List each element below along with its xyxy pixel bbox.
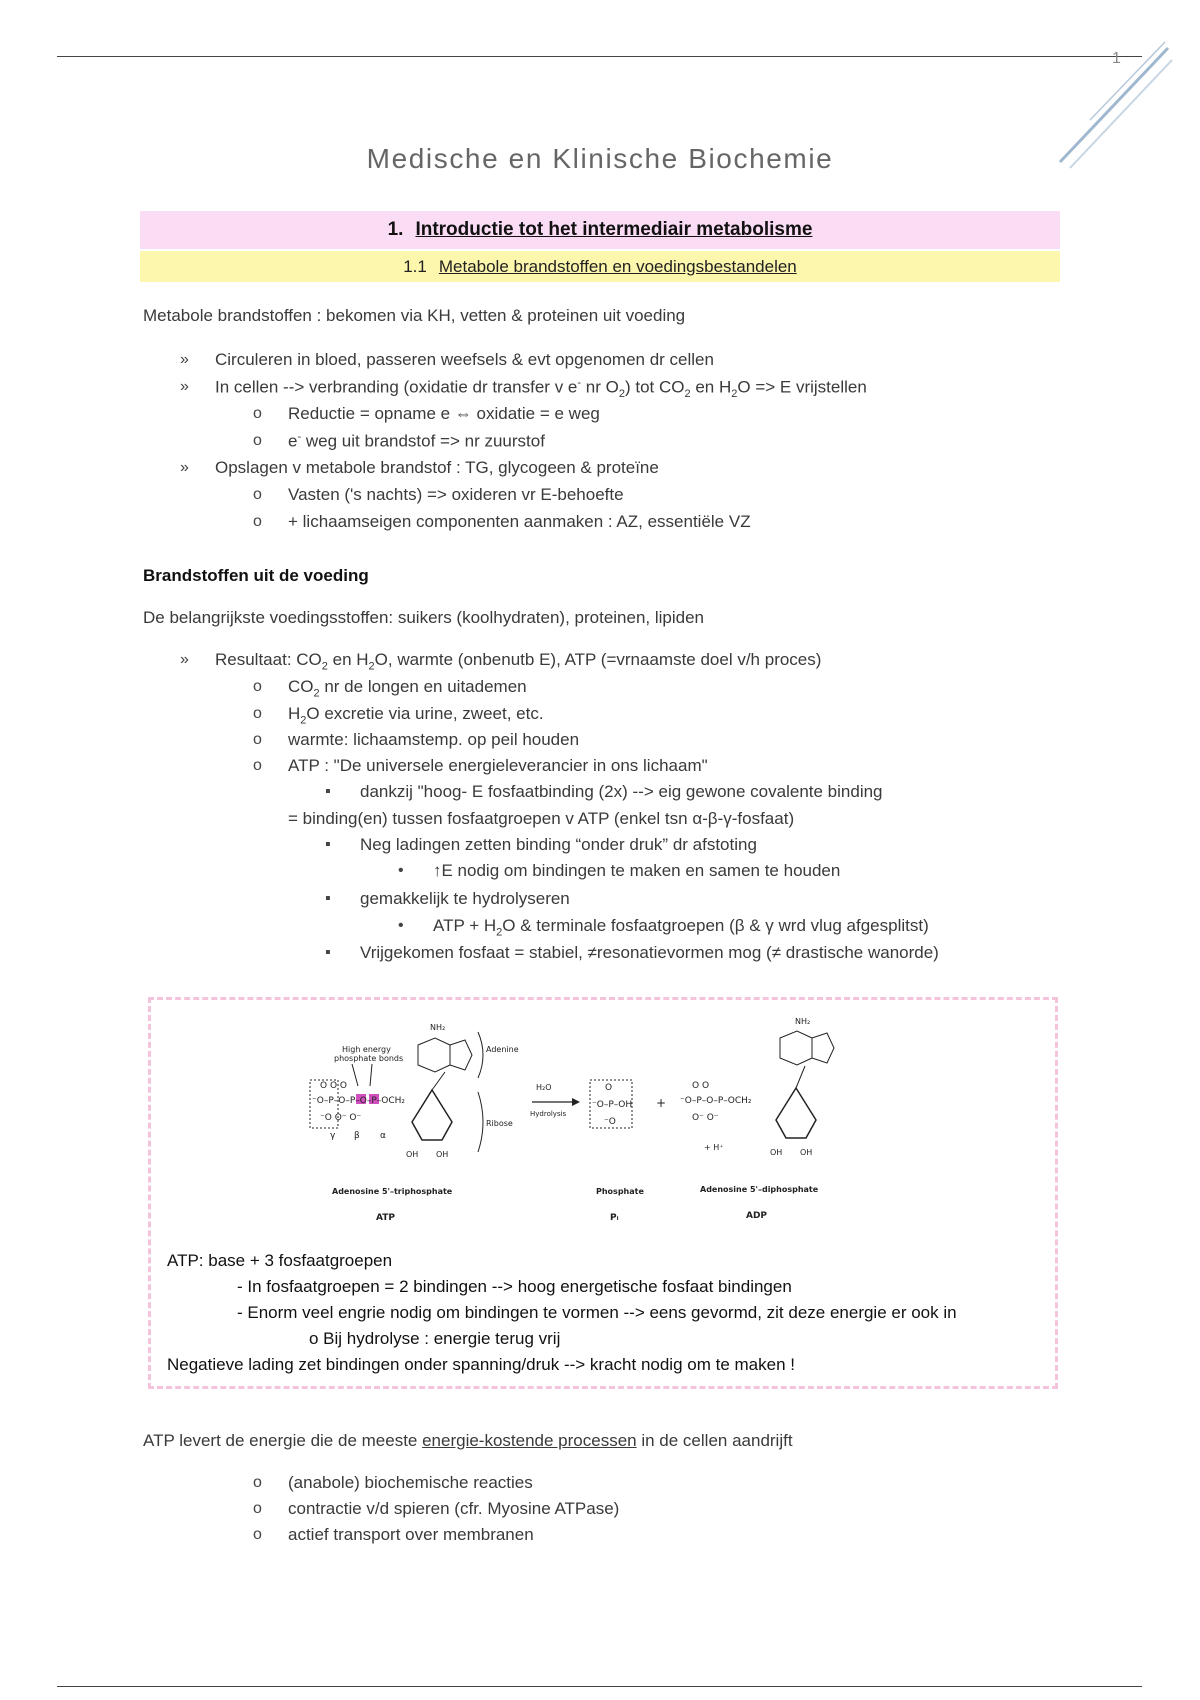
- svg-text:O O: O O: [692, 1081, 710, 1091]
- chapter-title: Introductie tot het intermediair metabolisme: [415, 219, 813, 240]
- arrow-bullet-icon: »: [180, 378, 189, 395]
- section-title: Metabole brandstoffen en voedingsbestandelen: [438, 257, 797, 276]
- circle-bullet-icon: o: [253, 757, 262, 774]
- list-item: ATP : "De universele energieleverancier in ons lichaam": [288, 756, 708, 775]
- dot-bullet-icon: •: [398, 862, 404, 879]
- list-item: Circuleren in bloed, passeren weefsels & evt opgenomen dr cellen: [215, 350, 714, 369]
- water-label: H₂O: [536, 1083, 552, 1092]
- underlined-term: energie-kostende processen: [422, 1431, 637, 1450]
- adenine-label: Adenine: [486, 1045, 519, 1054]
- oh-label: OH: [406, 1150, 419, 1159]
- list-item: Vasten ('s nachts) => oxideren vr E-behoefte: [288, 485, 624, 504]
- oh-label: OH: [800, 1148, 813, 1157]
- circle-bullet-icon: o: [253, 513, 262, 530]
- box-line: Negatieve lading zet bindingen onder spanning/druk --> kracht nodig om te maken !: [167, 1355, 795, 1374]
- box-line: ATP: base + 3 fosfaatgroepen: [167, 1251, 393, 1270]
- svg-text:⁻O–P–O–P–OCH₂: ⁻O–P–O–P–OCH₂: [680, 1096, 752, 1106]
- list-item: In cellen --> verbranding (oxidatie dr transfer v e- nr $O_2$) tot $CO_2$ en $H_2O => E$ vrijstellen: [215, 377, 867, 401]
- circle-bullet-icon: o: [253, 405, 262, 422]
- list-item: $H_2O$ excretie via urine, zweet, etc.: [288, 704, 544, 727]
- atp-hydrolysis-diagram: [300, 1010, 920, 1240]
- alpha-label: α: [380, 1131, 386, 1141]
- section-number: 1.1: [403, 257, 427, 276]
- svg-text:⁻O: ⁻O: [604, 1117, 616, 1127]
- square-bullet-icon: ▪: [325, 890, 331, 907]
- circle-bullet-icon: o: [253, 432, 262, 449]
- hydrolysis-label: Hydrolysis: [530, 1110, 567, 1118]
- paragraph: ATP levert de energie die de meeste energie-kostende processen in de cellen aandrijft: [143, 1431, 793, 1450]
- square-bullet-icon: ▪: [325, 944, 331, 961]
- list-item: ATP + $H_2O$ & terminale fosfaatgroepen (β & γ wrd vlug afgesplitst): [433, 916, 929, 939]
- chapter-heading: [140, 211, 1060, 249]
- hep-label: High energy: [342, 1045, 391, 1054]
- arrow-bullet-icon: »: [180, 351, 189, 368]
- list-item: (anabole) biochemische reacties: [288, 1473, 533, 1492]
- list-item: Neg ladingen zetten binding “onder druk” dr afstoting: [360, 835, 757, 854]
- plus-sign: +: [656, 1096, 667, 1110]
- box-line: - Enorm veel engrie nodig om bindingen te vormen --> eens gevormd, zit deze energie er ook in: [237, 1303, 957, 1322]
- list-item: contractie v/d spieren (cfr. Myosine ATPase): [288, 1499, 620, 1518]
- hplus-label: + H⁺: [704, 1143, 724, 1152]
- page-number: 1: [1112, 50, 1121, 67]
- document-title: Medische en Klinische Biochemie: [366, 143, 834, 174]
- arrow-bullet-icon: »: [180, 459, 189, 476]
- box-line: o Bij hydrolyse : energie terug vrij: [309, 1329, 561, 1348]
- svg-text:⁻O–P–O–P–O–P–OCH₂: ⁻O–P–O–P–O–P–OCH₂: [312, 1096, 406, 1106]
- adp-name: Adenosine 5'–diphosphate: [700, 1185, 819, 1194]
- circle-bullet-icon: o: [253, 486, 262, 503]
- chapter-number: 1.: [387, 219, 404, 240]
- svg-text:O: O: [605, 1083, 613, 1093]
- oh-label: OH: [436, 1150, 449, 1159]
- subheading: Brandstoffen uit de voeding: [143, 566, 369, 585]
- hep-label: phosphate bonds: [334, 1054, 404, 1063]
- list-item: ↑E nodig om bindingen te maken en samen te houden: [433, 861, 841, 880]
- section-heading: [140, 251, 1060, 282]
- svg-text:O O O: O O O: [320, 1081, 347, 1091]
- list-item: e- weg uit brandstof => nr zuurstof: [288, 431, 545, 451]
- box-line: - In fosfaatgroepen = 2 bindingen --> hoog energetische fosfaat bindingen: [237, 1277, 792, 1296]
- list-item: actief transport over membranen: [288, 1525, 534, 1544]
- nh2-label: NH₂: [795, 1017, 811, 1026]
- list-item: Reductie = opname e ⇔ oxidatie = e weg: [288, 404, 600, 423]
- list-item: Vrijgekomen fosfaat = stabiel, ≠resonatievormen mog (≠ drastische wanorde): [360, 943, 939, 962]
- adp-abbr: ADP: [746, 1211, 768, 1221]
- list-item: = binding(en) tussen fosfaatgroepen v ATP (enkel tsn α-β-γ-fosfaat): [288, 809, 795, 828]
- ribose-label: Ribose: [486, 1119, 513, 1128]
- footer-rule: [57, 1686, 1142, 1687]
- beta-label: β: [354, 1131, 360, 1141]
- square-bullet-icon: ▪: [325, 836, 331, 853]
- list-item: + lichaamseigen componenten aanmaken : AZ, essentiële VZ: [288, 512, 751, 531]
- circle-bullet-icon: o: [253, 1474, 262, 1491]
- circle-bullet-icon: o: [253, 705, 262, 722]
- list-item: $CO_2$ nr de longen en uitademen: [288, 677, 527, 700]
- paragraph: De belangrijkste voedingsstoffen: suikers (koolhydraten), proteinen, lipiden: [143, 608, 705, 627]
- circle-bullet-icon: o: [253, 678, 262, 695]
- square-bullet-icon: ▪: [325, 783, 331, 800]
- list-item: warmte: lichaamstemp. op peil houden: [288, 730, 580, 749]
- header-rule: [57, 56, 1142, 57]
- list-item: gemakkelijk te hydrolyseren: [360, 889, 570, 908]
- paragraph: Metabole brandstoffen : bekomen via KH, vetten & proteinen uit voeding: [143, 306, 686, 325]
- svg-text:O⁻ O⁻: O⁻ O⁻: [692, 1113, 719, 1123]
- circle-bullet-icon: o: [253, 1526, 262, 1543]
- circle-bullet-icon: o: [253, 731, 262, 748]
- oh-label: OH: [770, 1148, 783, 1157]
- nh2-label: NH₂: [430, 1023, 446, 1032]
- gamma-label: γ: [330, 1131, 336, 1141]
- svg-text:⁻O O⁻ O⁻: ⁻O O⁻ O⁻: [320, 1113, 362, 1123]
- circle-bullet-icon: o: [253, 1500, 262, 1517]
- list-item: Resultaat: $CO_2$ en $H_2O$, warmte (onbenutb E), ATP (=vrnaamste doel v/h proces): [215, 650, 822, 673]
- dot-bullet-icon: •: [398, 917, 404, 934]
- pi-name: Phosphate: [596, 1187, 644, 1196]
- list-item: dankzij "hoog- E fosfaatbinding (2x) --> eig gewone covalente binding: [360, 782, 883, 801]
- svg-text:⁻O–P–OH: ⁻O–P–OH: [592, 1100, 633, 1110]
- pi-abbr: Pᵢ: [610, 1213, 619, 1223]
- arrow-bullet-icon: »: [180, 651, 189, 668]
- atp-abbr: ATP: [376, 1213, 396, 1223]
- list-item: Opslagen v metabole brandstof : TG, glycogeen & proteïne: [215, 458, 659, 477]
- atp-name: Adenosine 5'–triphosphate: [332, 1187, 453, 1196]
